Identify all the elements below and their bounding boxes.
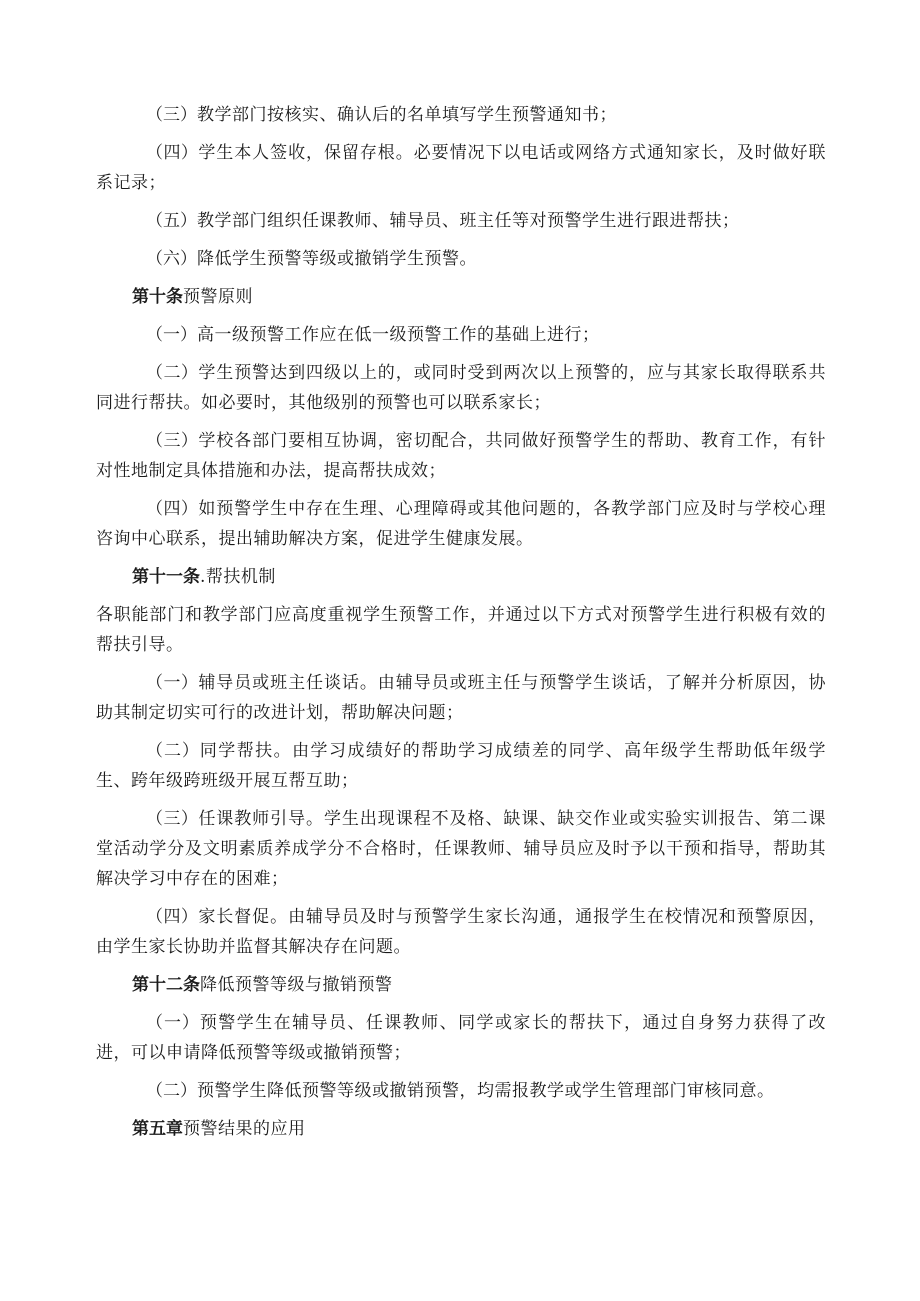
item-number: （四）	[146, 499, 199, 519]
item-text: 家长督促。由辅导员及时与预警学生家长沟通，通报学生在校情况和预警原因，由学生家长协助并监督其解决存在问题。	[96, 907, 827, 957]
item-number: （三）	[146, 809, 199, 829]
item-number: （四）	[146, 907, 199, 927]
paragraph-item	[96, 1076, 826, 1106]
paragraph-text: 各职能部门和教学部门应高度重视学生预警工作，并通过以下方式对预警学生进行积极有效的帮扶引导。	[96, 605, 826, 655]
item-text: 降低学生预警等级或撤销学生预警。	[197, 249, 477, 269]
item-number: （四）	[146, 143, 199, 163]
item-text: 任课教师引导。学生出现课程不及格、缺课、缺交作业或实验实训报告、第二课堂活动学分及文明素质养成学分不合格时，任课教师、辅导员应及时予以干预和指导，帮助其解决学习中存在的困难；	[96, 809, 827, 889]
article-label: 第十条	[132, 287, 183, 307]
item-number: （三）	[146, 431, 199, 451]
item-text: 教学部门按核实、确认后的名单填写学生预警通知书；	[197, 105, 617, 125]
article-title: .帮扶机制	[200, 567, 276, 587]
chapter-title: 预警结果的应用	[183, 1119, 306, 1139]
item-text: 学生本人签收，保留存根。必要情况下以电话或网络方式通知家长，及时做好联系记录；	[96, 143, 827, 193]
item-text: 如预警学生中存在生理、心理障碍或其他问题的，各教学部门应及时与学校心理咨询中心联系，提出辅助解决方案，促进学生健康发展。	[96, 499, 827, 549]
paragraph-item	[96, 206, 826, 236]
item-text: 学校各部门要相互协调，密切配合，共同做好预警学生的帮助、教育工作，有针对性地制定具体措施和办法，提高帮扶成效；	[96, 431, 827, 481]
paragraph-item	[96, 320, 826, 350]
paragraph-item	[96, 902, 826, 962]
article-title: 降低预警等级与撤销预警	[200, 975, 393, 995]
item-number: （六）	[146, 249, 197, 269]
article-title: 预警原则	[183, 287, 253, 307]
item-text: 预警学生在辅导员、任课教师、同学或家长的帮扶下，通过自身努力获得了改进，可以申请降低预警等级或撤销预警；	[96, 1013, 827, 1063]
item-number: （三）	[146, 105, 197, 125]
article-label: 第十一条	[132, 567, 200, 587]
paragraph-item	[96, 100, 826, 130]
article-heading	[96, 970, 826, 1000]
item-text: 辅导员或班主任谈话。由辅导员或班主任与预警学生谈话，了解并分析原因，协助其制定切实可行的改进计划，帮助解决问题；	[96, 673, 827, 723]
paragraph-item	[96, 668, 826, 728]
chapter-heading	[96, 1114, 826, 1144]
article-label: 第十二条	[132, 975, 200, 995]
chapter-label: 第五章	[132, 1119, 183, 1139]
item-number: （二）	[146, 741, 200, 761]
item-text: 高一级预警工作应在低一级预警工作的基础上进行；	[197, 325, 600, 345]
paragraph-item	[96, 736, 826, 796]
paragraph-item	[96, 138, 826, 198]
paragraph-item	[96, 804, 826, 894]
item-number: （一）	[146, 1013, 200, 1033]
article-heading	[96, 562, 826, 592]
item-text: 预警学生降低预警等级或撤销预警，均需报教学或学生管理部门审核同意。	[197, 1081, 775, 1101]
paragraph-plain	[96, 600, 826, 660]
item-number: （二）	[146, 1081, 197, 1101]
paragraph-item	[96, 1008, 826, 1068]
paragraph-item	[96, 426, 826, 486]
item-text: 教学部门组织任课教师、辅导员、班主任等对预警学生进行跟进帮扶；	[197, 211, 740, 231]
paragraph-item	[96, 494, 826, 554]
item-text: 同学帮扶。由学习成绩好的帮助学习成绩差的同学、高年级学生帮助低年级学生、跨年级跨班级开展互帮互助；	[96, 741, 827, 791]
item-number: （五）	[146, 211, 197, 231]
item-number: （二）	[146, 363, 199, 383]
document-body	[96, 100, 826, 1152]
item-number: （一）	[146, 325, 197, 345]
item-number: （一）	[146, 673, 199, 693]
item-text: 学生预警达到四级以上的，或同时受到两次以上预警的，应与其家长取得联系共同进行帮扶。如必要时，其他级别的预警也可以联系家长；	[96, 363, 827, 413]
paragraph-item	[96, 244, 826, 274]
article-heading	[96, 282, 826, 312]
paragraph-item	[96, 358, 826, 418]
